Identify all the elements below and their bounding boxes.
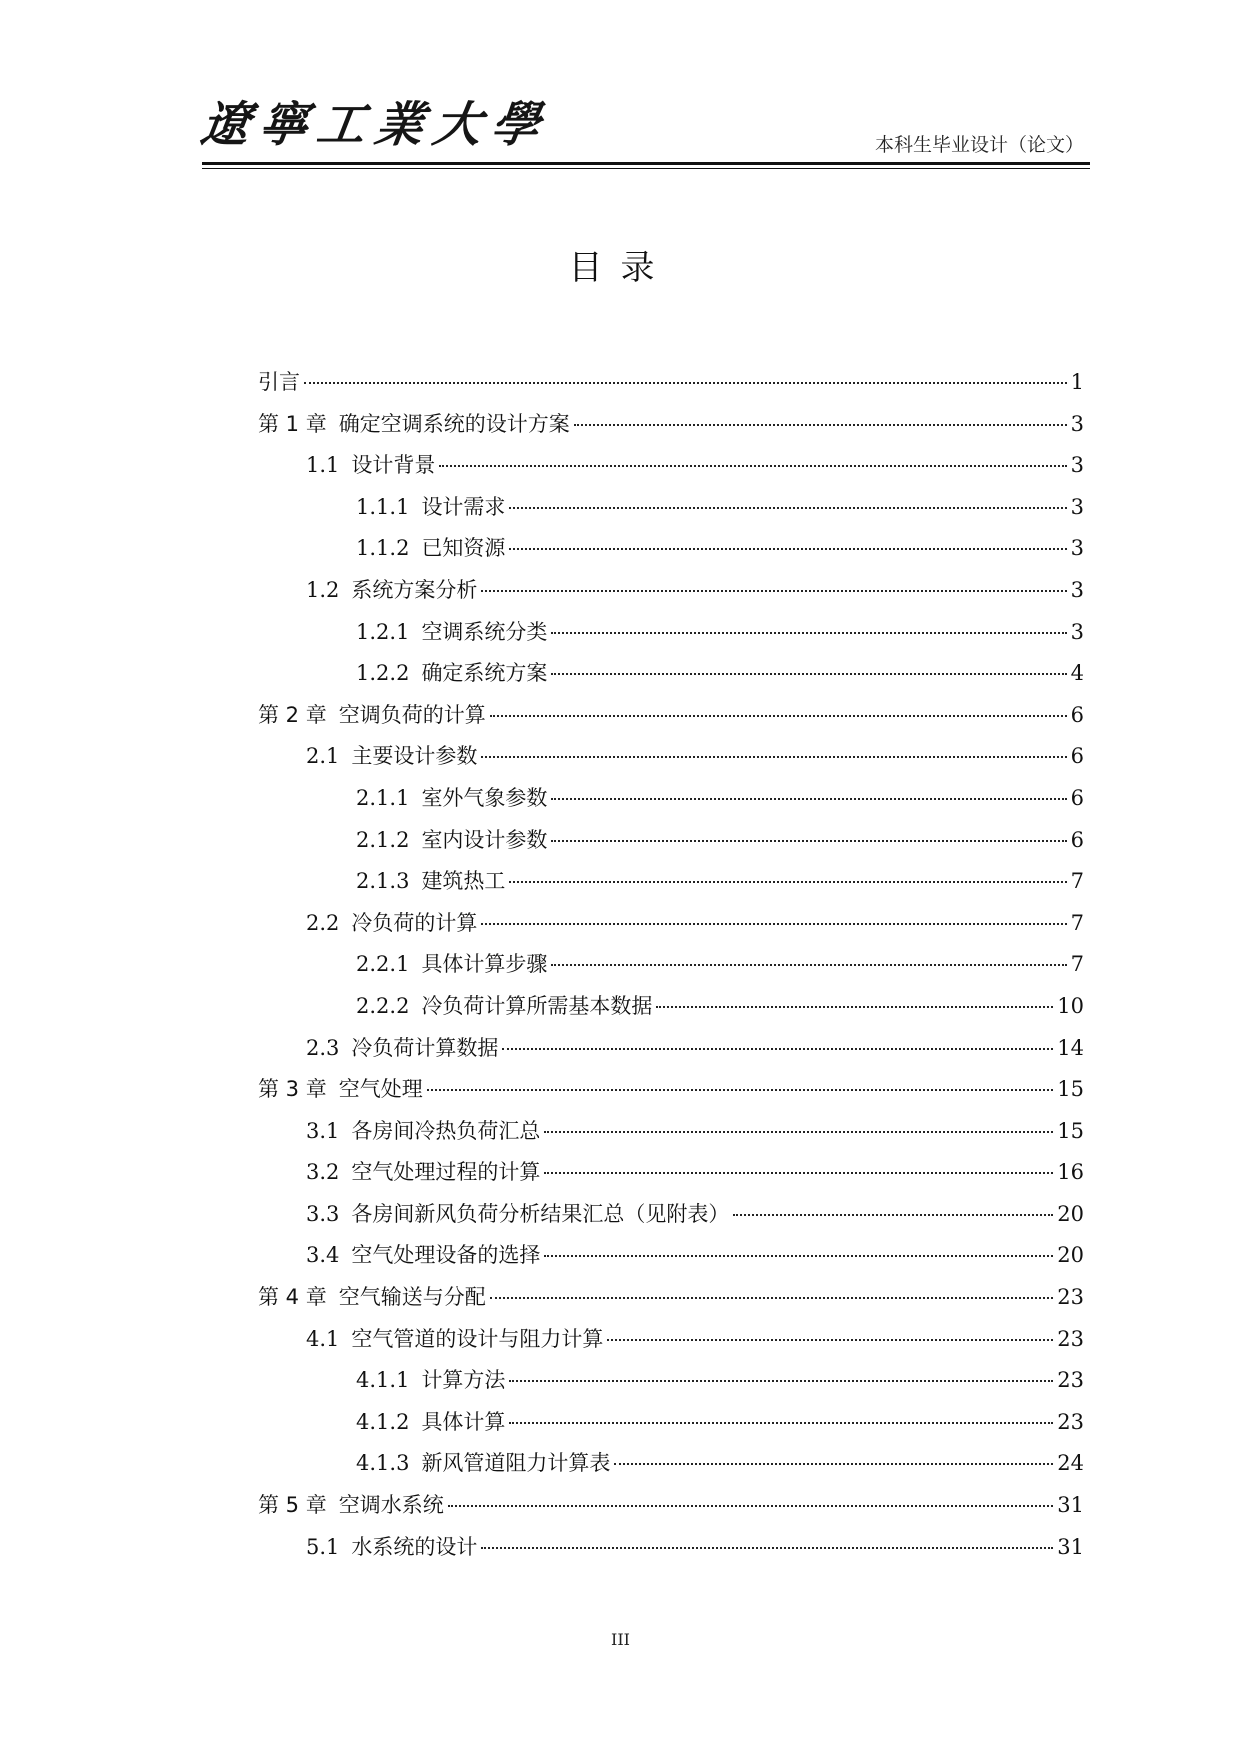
toc-leader-dots (481, 756, 1066, 758)
toc-entry-page: 3 (1070, 494, 1084, 519)
toc-entry-page: 6 (1070, 785, 1084, 810)
toc-entry-page: 10 (1057, 993, 1084, 1018)
toc-leader-dots (304, 382, 1067, 384)
toc-leader-dots (544, 1172, 1053, 1174)
toc-entry-title: 冷负荷的计算 (351, 910, 478, 935)
toc-entry[interactable] (258, 491, 1084, 533)
toc-entry[interactable] (258, 1531, 1084, 1573)
toc-entry-page: 23 (1057, 1409, 1084, 1434)
toc-entry-number: 2.2.1 (356, 952, 410, 977)
toc-entry-title: 新风管道阻力计算表 (421, 1451, 611, 1476)
toc-entry-number: 1.2 (306, 577, 340, 602)
toc-entry-page: 23 (1057, 1326, 1084, 1351)
toc-entry-title: 设计需求 (421, 494, 506, 519)
toc-entry-page: 15 (1057, 1118, 1084, 1143)
toc-leader-dots (544, 1131, 1053, 1133)
toc-entry-number: 2.1.3 (356, 869, 410, 894)
toc-entry-page: 6 (1070, 702, 1084, 727)
toc-entry-title: 计算方法 (421, 1368, 506, 1393)
toc-leader-dots (427, 1089, 1054, 1091)
toc-entry-page: 3 (1070, 619, 1084, 644)
toc-leader-dots (481, 1547, 1053, 1549)
toc-leader-dots (607, 1339, 1053, 1341)
toc-entry-title: 空调系统分类 (421, 619, 548, 644)
toc-entry-number: 3.2 (306, 1160, 340, 1185)
toc-entry[interactable] (258, 1364, 1084, 1406)
toc-leader-dots (509, 1422, 1053, 1424)
toc-leader-dots (551, 632, 1066, 634)
toc-entry-number: 第 3 章 (258, 1077, 327, 1102)
toc-entry-title: 空气输送与分配 (338, 1285, 486, 1310)
toc-entry-number: 2.1.1 (356, 785, 410, 810)
toc-entry-number: 第 5 章 (258, 1493, 327, 1518)
toc-entry-page: 14 (1057, 1035, 1084, 1060)
toc-entry-title: 空气处理过程的计算 (351, 1160, 541, 1185)
header-rule-thick (202, 162, 1090, 165)
toc-entry[interactable] (258, 699, 1084, 741)
toc-entry-title: 设计背景 (351, 453, 436, 478)
header-rule-thin (202, 168, 1090, 169)
toc-entry-title: 主要设计参数 (351, 744, 478, 769)
toc-entry-page: 6 (1070, 744, 1084, 769)
toc-entry-title: 空气处理设备的选择 (351, 1243, 541, 1268)
toc-entry[interactable] (258, 1489, 1084, 1531)
toc-entry[interactable] (258, 1406, 1084, 1448)
page-header (197, 80, 1090, 172)
toc-entry-page: 24 (1057, 1451, 1084, 1476)
toc-entry[interactable] (258, 948, 1084, 990)
table-of-contents (258, 366, 1084, 1572)
toc-entry[interactable] (258, 366, 1084, 408)
toc-entry-page: 31 (1057, 1534, 1084, 1559)
toc-entry[interactable] (258, 657, 1084, 699)
toc-entry-number: 2.2 (306, 910, 340, 935)
toc-entry[interactable] (258, 782, 1084, 824)
toc-entry[interactable] (258, 1323, 1084, 1365)
toc-entry[interactable] (258, 1115, 1084, 1157)
toc-entry-page: 3 (1070, 411, 1084, 436)
toc-leader-dots (481, 923, 1066, 925)
toc-leader-dots (551, 840, 1066, 842)
toc-leader-dots (448, 1505, 1054, 1507)
toc-entry-page: 20 (1057, 1243, 1084, 1268)
toc-entry[interactable] (258, 1447, 1084, 1489)
toc-entry[interactable] (258, 449, 1084, 491)
toc-entry-page: 1 (1070, 370, 1084, 394)
toc-entry-number: 2.2.2 (356, 993, 410, 1018)
toc-entry-number: 3.4 (306, 1243, 340, 1268)
toc-leader-dots (551, 798, 1066, 800)
toc-entry-title: 室外气象参数 (421, 785, 548, 810)
toc-entry-number: 第 1 章 (258, 411, 327, 436)
toc-entry-page: 7 (1070, 952, 1084, 977)
toc-entry-title: 系统方案分析 (351, 577, 478, 602)
toc-entry-title: 空气处理 (338, 1077, 423, 1102)
toc-entry-number: 3.3 (306, 1201, 340, 1226)
toc-leader-dots (509, 1380, 1053, 1382)
toc-entry[interactable] (258, 1281, 1084, 1323)
toc-entry-page: 7 (1070, 910, 1084, 935)
toc-entry-number: 4.1.1 (356, 1368, 410, 1393)
toc-entry[interactable] (258, 1073, 1084, 1115)
toc-entry-number: 2.3 (306, 1035, 340, 1060)
toc-entry-number: 1.2.1 (356, 619, 410, 644)
toc-entry[interactable] (258, 408, 1084, 450)
toc-entry-number: 1.1 (306, 453, 340, 478)
toc-entry-page: 6 (1070, 827, 1084, 852)
toc-entry-page: 7 (1070, 869, 1084, 894)
toc-leader-dots (509, 881, 1066, 883)
toc-entry-title: 各房间新风负荷分析结果汇总（见附表） (351, 1201, 730, 1226)
toc-entry[interactable] (258, 740, 1084, 782)
toc-entry[interactable] (258, 532, 1084, 574)
toc-entry-page: 23 (1057, 1285, 1084, 1310)
toc-leader-dots (490, 715, 1067, 717)
toc-entry-number: 第 4 章 (258, 1285, 327, 1310)
toc-leader-dots (733, 1214, 1053, 1216)
toc-entry-number: 1.1.1 (356, 494, 410, 519)
toc-leader-dots (656, 1006, 1053, 1008)
toc-entry-title: 确定空调系统的设计方案 (338, 411, 570, 436)
toc-leader-dots (614, 1463, 1053, 1465)
toc-entry-number: 4.1.3 (356, 1451, 410, 1476)
page-title: 目录 (568, 248, 673, 288)
toc-entry-page: 3 (1070, 453, 1084, 478)
toc-entry-number: 第 2 章 (258, 702, 327, 727)
toc-entry-page: 3 (1070, 577, 1084, 602)
toc-entry-number: 4.1 (306, 1326, 340, 1351)
toc-entry[interactable] (258, 1032, 1084, 1074)
toc-entry-page: 20 (1057, 1201, 1084, 1226)
toc-entry-number: 5.1 (306, 1534, 340, 1559)
toc-leader-dots (481, 590, 1066, 592)
toc-entry-number: 1.1.2 (356, 536, 410, 561)
toc-entry-title: 各房间冷热负荷汇总 (351, 1118, 541, 1143)
toc-entry-number: 1.2.2 (356, 661, 410, 686)
toc-entry-title: 具体计算步骤 (421, 952, 548, 977)
toc-entry[interactable] (258, 574, 1084, 616)
toc-leader-dots (509, 548, 1066, 550)
toc-entry[interactable] (258, 1239, 1084, 1281)
toc-entry-title: 具体计算 (421, 1409, 506, 1434)
toc-entry-number: 4.1.2 (356, 1409, 410, 1434)
toc-leader-dots (502, 1048, 1053, 1050)
toc-entry[interactable] (258, 990, 1084, 1032)
toc-leader-dots (509, 507, 1066, 509)
toc-entry-page: 16 (1057, 1160, 1084, 1185)
toc-entry-title: 建筑热工 (421, 869, 506, 894)
toc-entry-title: 空气管道的设计与阻力计算 (351, 1326, 604, 1351)
toc-entry-title: 空调负荷的计算 (338, 702, 486, 727)
toc-entry-title: 水系统的设计 (351, 1534, 478, 1559)
toc-entry-title: 冷负荷计算所需基本数据 (421, 993, 653, 1018)
toc-leader-dots (551, 673, 1066, 675)
toc-entry-number: 2.1 (306, 744, 340, 769)
toc-entry-title: 室内设计参数 (421, 827, 548, 852)
toc-entry-title: 空调水系统 (338, 1493, 444, 1518)
toc-entry[interactable] (258, 1198, 1084, 1240)
toc-entry-page: 15 (1057, 1077, 1084, 1102)
toc-entry-page: 4 (1070, 661, 1084, 686)
toc-entry[interactable] (258, 1156, 1084, 1198)
toc-leader-dots (544, 1255, 1053, 1257)
university-logo: 遼寧工業大學 (197, 97, 554, 153)
toc-leader-dots (439, 465, 1066, 467)
toc-entry-title: 冷负荷计算数据 (351, 1035, 499, 1060)
toc-entry[interactable] (258, 824, 1084, 866)
toc-entry-page: 3 (1070, 536, 1084, 561)
toc-leader-dots (551, 964, 1066, 966)
toc-leader-dots (574, 424, 1067, 426)
header-subtitle: 本科生毕业设计（论文） (874, 134, 1084, 156)
toc-entry-page: 31 (1057, 1493, 1084, 1518)
toc-entry-title: 已知资源 (421, 536, 506, 561)
toc-entry-number: 2.1.2 (356, 827, 410, 852)
page-number: III (611, 1630, 630, 1649)
toc-leader-dots (490, 1297, 1054, 1299)
toc-entry-number: 3.1 (306, 1118, 340, 1143)
toc-entry[interactable] (258, 907, 1084, 949)
toc-entry[interactable] (258, 865, 1084, 907)
toc-entry-page: 23 (1057, 1368, 1084, 1393)
toc-entry[interactable] (258, 616, 1084, 658)
toc-entry-title: 引言 (258, 370, 300, 394)
toc-entry-title: 确定系统方案 (421, 661, 548, 686)
